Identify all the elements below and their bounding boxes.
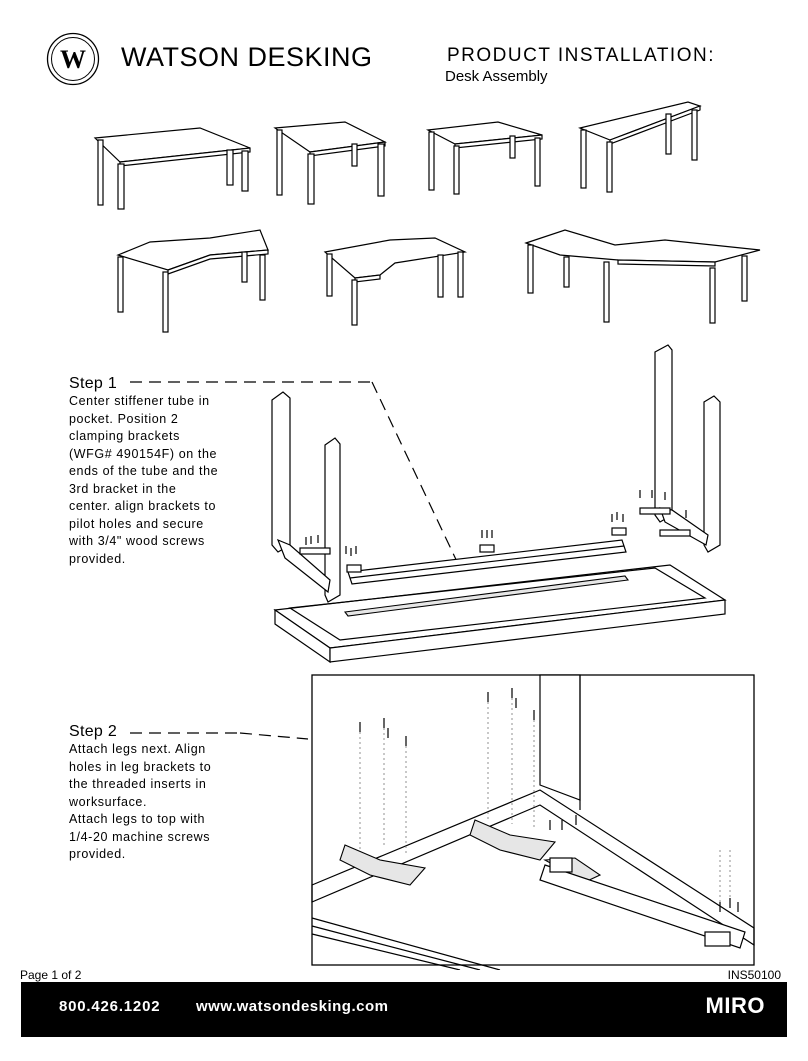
step-2-title: Step 2 (69, 723, 118, 740)
watson-logo-icon (46, 32, 100, 86)
left-leg (272, 392, 340, 602)
desk-config-wave (118, 230, 268, 332)
document-code: INS50100 (727, 968, 781, 982)
step-1-title: Step 1 (69, 375, 118, 392)
desk-config-rectangular-large (95, 128, 250, 209)
desk-config-rectangular-medium (275, 122, 385, 204)
desk-config-l-shape (526, 230, 760, 323)
page-number: Page 1 of 2 (20, 968, 82, 982)
footer-website[interactable]: www.watsondesking.com (196, 998, 389, 1015)
brand-name: WATSON DESKING (121, 42, 373, 72)
footer-product-name: MIRO (705, 993, 765, 1018)
footer-bar (21, 982, 787, 1037)
desk-config-narrow (428, 122, 542, 194)
document-subtitle: Desk Assembly (445, 68, 548, 85)
footer-phone: 800.426.1202 (59, 998, 161, 1015)
desk-configurations-illustration (90, 100, 780, 335)
desk-config-narrow-long (580, 102, 700, 192)
document-title: PRODUCT INSTALLATION: (447, 45, 715, 66)
logo-monogram: W (60, 45, 86, 74)
right-leg (655, 345, 720, 552)
step-1-illustration (0, 340, 808, 670)
wood-screws (306, 490, 686, 556)
desk-config-return (325, 238, 465, 325)
step-1-instructions: Center stiffener tube in pocket. Position 2 clamping brackets (WFG# 490154F) on the ends of the tube and the 3rd bracket in the center. align brackets to pilot holes and secure with 3/4" wood screws provided. (69, 394, 219, 566)
step-2-illustration (300, 670, 808, 970)
step-2-instructions: Attach legs next. Align holes in leg brackets to the threaded inserts in worksurface. Attach legs to top with 1/4-20 machine screws provided. (69, 742, 212, 861)
step-2-leader-line (130, 725, 310, 745)
worksurface (275, 565, 725, 662)
